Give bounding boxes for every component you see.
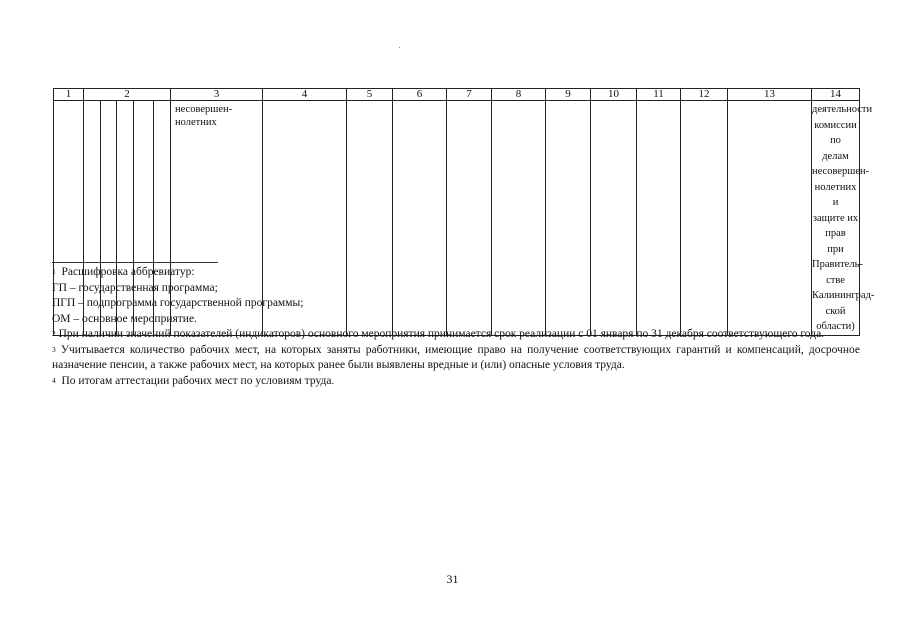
- col-14-line: делам: [822, 150, 849, 162]
- col-14-line: нолетних и: [814, 181, 857, 208]
- abbr-om: ОМ – основное мероприятие.: [52, 312, 197, 325]
- col-3-line: несовершен-: [175, 104, 233, 115]
- footnote-3: [52, 343, 860, 374]
- footnote-2: [52, 327, 860, 343]
- col-6-number: 6: [393, 89, 447, 101]
- col-8-number: 8: [492, 89, 546, 101]
- footnote-4-mark: 4: [52, 375, 56, 385]
- footnote-1-mark: 1: [52, 267, 56, 276]
- col-14-line: деятельности: [812, 104, 873, 115]
- col-14-line: защите их прав: [812, 212, 859, 239]
- scan-speck: [399, 47, 400, 48]
- column-number-row: [54, 89, 860, 101]
- col-14-line: при: [827, 243, 844, 255]
- col-14-line: стве: [826, 274, 845, 286]
- col-14-line: комиссии по: [814, 119, 857, 146]
- col-14-line: Правитель-: [812, 259, 863, 270]
- col-14-number: 14: [812, 89, 860, 101]
- col-7-number: 7: [447, 89, 492, 101]
- footnote-4: [52, 374, 860, 390]
- col-4-number: 4: [263, 89, 347, 101]
- col-9-number: 9: [546, 89, 591, 101]
- footnotes: [52, 262, 875, 389]
- col-3-number: 3: [171, 89, 263, 101]
- col-14-line: ской области): [816, 305, 855, 332]
- col-2-number: 2: [84, 89, 171, 101]
- col-13-number: 13: [728, 89, 812, 101]
- col-14-line: Калининград-: [812, 290, 875, 301]
- col-3-line: нолетних: [175, 117, 217, 128]
- abbr-pgp: ПГП – подпрограмма государственной программы;: [52, 297, 304, 309]
- col-3-text: [171, 101, 262, 131]
- col-10-number: 10: [591, 89, 637, 101]
- col-1-number: 1: [54, 89, 84, 101]
- footnote-3-text: Учитывается количество рабочих мест, на которых заняты работники, имеющие право на получение соответствующих гарантий и компенсаций, досрочное назначение пенсии, а также рабочих мест, на которых ранее были выявлены вредные и (или) опасные условия труда.: [52, 343, 860, 371]
- footnote-1-title: Расшифровка аббревиатур:: [61, 266, 195, 278]
- footnote-4-text: По итогам аттестации рабочих мест по условиям труда.: [61, 374, 335, 387]
- page-number: 31: [446, 572, 459, 586]
- footnote-1: [52, 265, 860, 281]
- abbr-gp: ГП – государственная программа;: [52, 281, 218, 294]
- footnote-3-mark: 3: [52, 344, 56, 354]
- col-14-line: несовершен-: [812, 166, 870, 177]
- footnote-divider: [52, 262, 218, 263]
- col-5-number: 5: [347, 89, 393, 101]
- footnote-2-text: При наличии значений показателей (индикаторов) основного мероприятия принимается срок реализации с 01 января по 31 декабря соответствующего года.: [58, 328, 825, 340]
- col-11-number: 11: [637, 89, 681, 101]
- footnote-2-mark: 2: [52, 329, 56, 338]
- col-12-number: 12: [681, 89, 728, 101]
